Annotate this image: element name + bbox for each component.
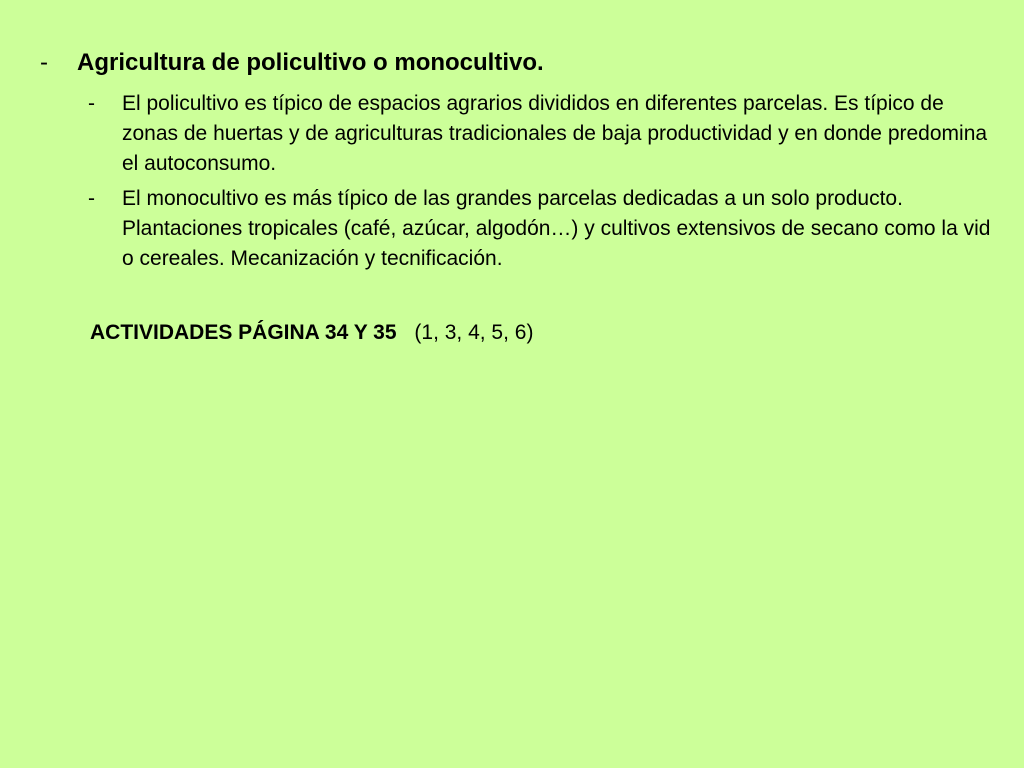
activities-line [90, 318, 533, 348]
activities-label: ACTIVIDADES PÁGINA 34 Y 35 [90, 321, 397, 344]
list-item-text: El policultivo es típico de espacios agrarios divididos en diferentes parcelas. Es típico de zonas de huertas y de agriculturas tradicionales de baja productividad y en donde predomina el autoconsumo. [122, 92, 988, 175]
list-item-policultivo [88, 89, 1008, 179]
activities-numbers: (1, 3, 4, 5, 6) [414, 321, 534, 344]
list-item-monocultivo [88, 184, 1008, 274]
list-item-text: El monocultivo es más típico de las grandes parcelas dedicadas a un solo producto. Plantaciones tropicales (café, azúcar, algodón…) y cultivos extensivos de secano como la vid o cereales. Mecanización y tecnificación. [122, 187, 991, 270]
heading-bullet: - [40, 49, 48, 76]
heading-text: Agricultura de policultivo o monocultivo. [77, 49, 544, 76]
list-item-bullet: - [88, 187, 95, 210]
list-item-bullet: - [88, 92, 95, 115]
